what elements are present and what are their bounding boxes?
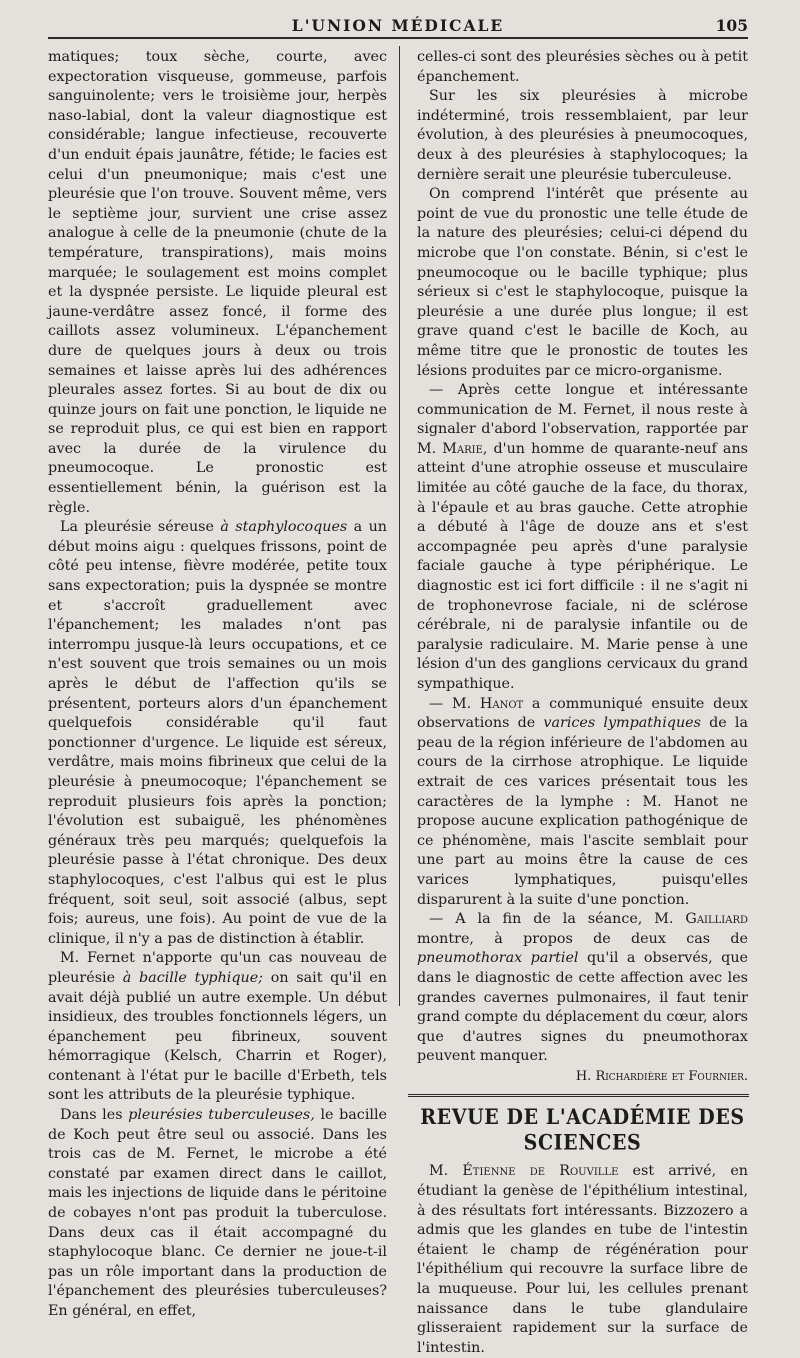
page-number: 105 — [715, 16, 748, 35]
paragraph — [48, 518, 387, 949]
signature — [417, 1067, 748, 1087]
text-run: qu'il a observés, que dans le diagnostic de cette affection avec les grandes cavernes pulmonaires, il faut tenir grand compte du déplacement du cœur, alors que d'autres signes du pneumothorax peuvent manquer. — [417, 950, 748, 1065]
text-run: montre, à propos de deux cas de — [417, 930, 748, 947]
running-title: L'UNION MÉDICALE — [291, 16, 505, 35]
text-run: celles-ci sont des pleurésies sèches ou à petit épanchement. — [417, 49, 748, 85]
paragraph — [417, 48, 748, 87]
text-run: , d'un homme de quarante-neuf ans atteint d'une atrophie osseuse et musculaire limitée au côté gauche de la face, du thorax, à l'épaule et au bras gauche. Cette atrophie a débuté à l'âge de douze ans et s'est accompagnée peu après d'une paralysie faciale gauche à type périphérique. Le diagnostic est ici fort difficile : il ne s'agit ni de trophonevrose faciale, ni de sclérose cérébrale, ni de paralysie infantile ou de paralysie radiculaire. M. Marie pense à une lésion d'un des ganglions cervicaux du grand sympathique. — [417, 440, 748, 692]
text-run: Sur les six pleurésies à microbe indéterminé, trois ressemblaient, par leur évolution, à des pleurésies à pneumocoques, deux à des pleurésies à staphylocoques; la dernière serait une pleurésie tuberculeuse. — [417, 88, 748, 183]
text-run: de la peau de la région inférieure de l'abdomen au cours de la cirrhose atrophique. Le liquide extrait de ces varices présentait tous les caractères de la lymphe : M. Hanot ne propose aucune explication pathogénique de ce phénomène, mais l'ascite semblait pour une part au moins être la cause de ces varices lymphatiques, puisqu'elles disparurent à la suite d'une ponction. — [417, 715, 748, 908]
paragraph — [417, 381, 748, 695]
paragraph — [48, 48, 387, 518]
italic-term: pneumothorax partiel — [417, 950, 579, 967]
text-run: a communiqué ensuite deux observations de — [417, 695, 748, 732]
text-run: est arrivé, en étudiant la genèse de l'épithélium intestinal, à des résultats fort intéressants. Bizzozero a admis que les glandes en tube de l'intestin étaient le champ de régénération pour l'épithélium qui recouvre la surface libre de la muqueuse. Pour lui, les cellules prenant naissance dans le tube glandulaire glisseraient rapidement sur la surface de l'intestin. — [417, 1163, 748, 1356]
section-body — [417, 1162, 748, 1358]
left-column — [48, 48, 387, 1322]
author-name: Gailliard — [685, 911, 748, 928]
text-run: Dans les — [60, 1107, 129, 1124]
text-run: le bacille de Koch peut être seul ou associé. Dans les trois cas de M. Fernet, le microbe a été constaté par examen direct dans le caillot, mais les injections de liquide dans le péritoine de cobayes n'ont pas produit la tuberculose. Dans deux cas il était accompagné du staphylocoque blanc. Ce dernier ne joue-t-il pas un rôle important dans la production de l'épanchement des pleurésies tuberculeuses? En général, en effet, — [48, 1107, 387, 1319]
paragraph — [417, 87, 748, 185]
text-run: M. — [429, 1163, 463, 1180]
author-name: Marie — [442, 440, 483, 457]
paragraph — [48, 1106, 387, 1322]
section-divider — [408, 1094, 749, 1100]
text-run: matiques; toux sèche, courte, avec expectoration visqueuse, gommeuse, parfois sanguinolente; vers le troisième jour, herpès naso-labial, dont la valeur diagnostique est considérable; langue infectieuse, recouverte d'un enduit épais jaunâtre, fétide; le facies est celui d'un pneumonique; mais c'est une pleurésie que l'on trouve. Souvent même, vers le septième jour, survient une crise assez analogue à celle de la pneumonie (chute de la température, transpirations), mais moins marquée; le soulagement est moins complet et la dyspnée persiste. Le liquide pleural est jaune-verdâtre assez foncé, il forme des caillots assez volumineux. L'épanchement dure de quelques jours à deux ou trois semaines et laisse après lui des adhérences pleurales assez fortes. Si au bout de dix ou quinze jours on fait une ponction, le liquide ne se reproduit plus, ce qui est bien en rapport avec la durée de la virulence du pneumocoque. Le pronostic est essentiellement bénin, la guérison est la règle. — [48, 49, 387, 516]
text-run: M. Fernet n'apporte qu'un cas nouveau de pleurésie — [48, 950, 387, 986]
italic-term: à staphylocoques — [220, 519, 348, 536]
paragraph — [417, 1162, 748, 1358]
author-name: H. Richardière et Fournier. — [575, 1068, 748, 1084]
paragraph — [417, 910, 748, 1067]
header-rule — [48, 37, 748, 39]
text-run: On comprend l'intérêt que présente au point de vue du pronostic une telle étude de la nature des pleurésies; celui-ci dépend du microbe que l'on constate. Bénin, si c'est le pneumocoque ou le bacille typhique; plus sérieux si c'est le staphylocoque, puisque la pleurésie a une durée plus longue; il est grave quand c'est le bacille de Koch, au même titre que le pronostic de toutes les lésions produites par ce micro-organisme. — [417, 186, 748, 379]
text-run: on sait qu'il en avait déjà publié un autre exemple. Un début insidieux, des troubles fonctionnels légers, un épanchement peu fibrineux, souvent hémorragique (Kelsch, Charrin et Roger), contenant à l'état pur le bacille d'Erbeth, tels sont les attributs de la pleurésie typhique. — [48, 969, 387, 1104]
author-name: Étienne de Rouville — [462, 1163, 619, 1180]
right-column-text — [417, 48, 748, 1086]
page-header — [48, 8, 748, 38]
column-divider — [399, 46, 400, 1006]
italic-term: pleurésies tuberculeuses, — [128, 1107, 315, 1124]
section-heading: REVUE DE L'ACADÉMIE DES SCIENCES — [420, 1105, 745, 1156]
italic-term: varices lympathiques — [543, 715, 701, 732]
italic-term: à bacille typhique; — [122, 969, 263, 986]
paragraph — [417, 695, 748, 911]
text-run: — A la fin de la séance, M. — [429, 911, 686, 928]
paragraph — [417, 185, 748, 381]
text-run: a un début moins aigu : quelques frissons, point de côté peu intense, fièvre modérée, petite toux sans expectoration; puis la dyspnée se montre et s'accroît graduellement avec l'épanchement; les malades n'ont pas interrompu jusque-là leurs occupations, et ce n'est souvent que trois semaines ou un mois après le début de l'affection qu'ils se présentent, porteurs alors d'un épanchement quelquefois considérable qu'il faut ponctionner d'urgence. Le liquide est séreux, verdâtre, mais moins fibrineux que celui de la pleurésie à pneumocoque; l'épanchement se reproduit plusieurs fois après la ponction; l'évolution est subaiguë, les phénomènes généraux très peu marqués; quelquefois la pleurésie passe à l'état chronique. Des deux staphylocoques, c'est l'albus qui est le plus fréquent, soit seul, soit associé (albus, sept fois; aureus, une fois). Au point de vue de la clinique, il n'y a pas de distinction à établir. — [48, 519, 388, 947]
text-run: La pleurésie séreuse — [60, 519, 221, 536]
author-name: Hanot — [479, 695, 524, 712]
right-column — [417, 48, 748, 1358]
paragraph — [48, 949, 387, 1106]
text-run: — Après cette longue et intéressante communication de M. Fernet, il nous reste à signaler d'abord l'observation, rapportée par M. — [417, 382, 748, 457]
text-run: — M. — [429, 695, 480, 712]
